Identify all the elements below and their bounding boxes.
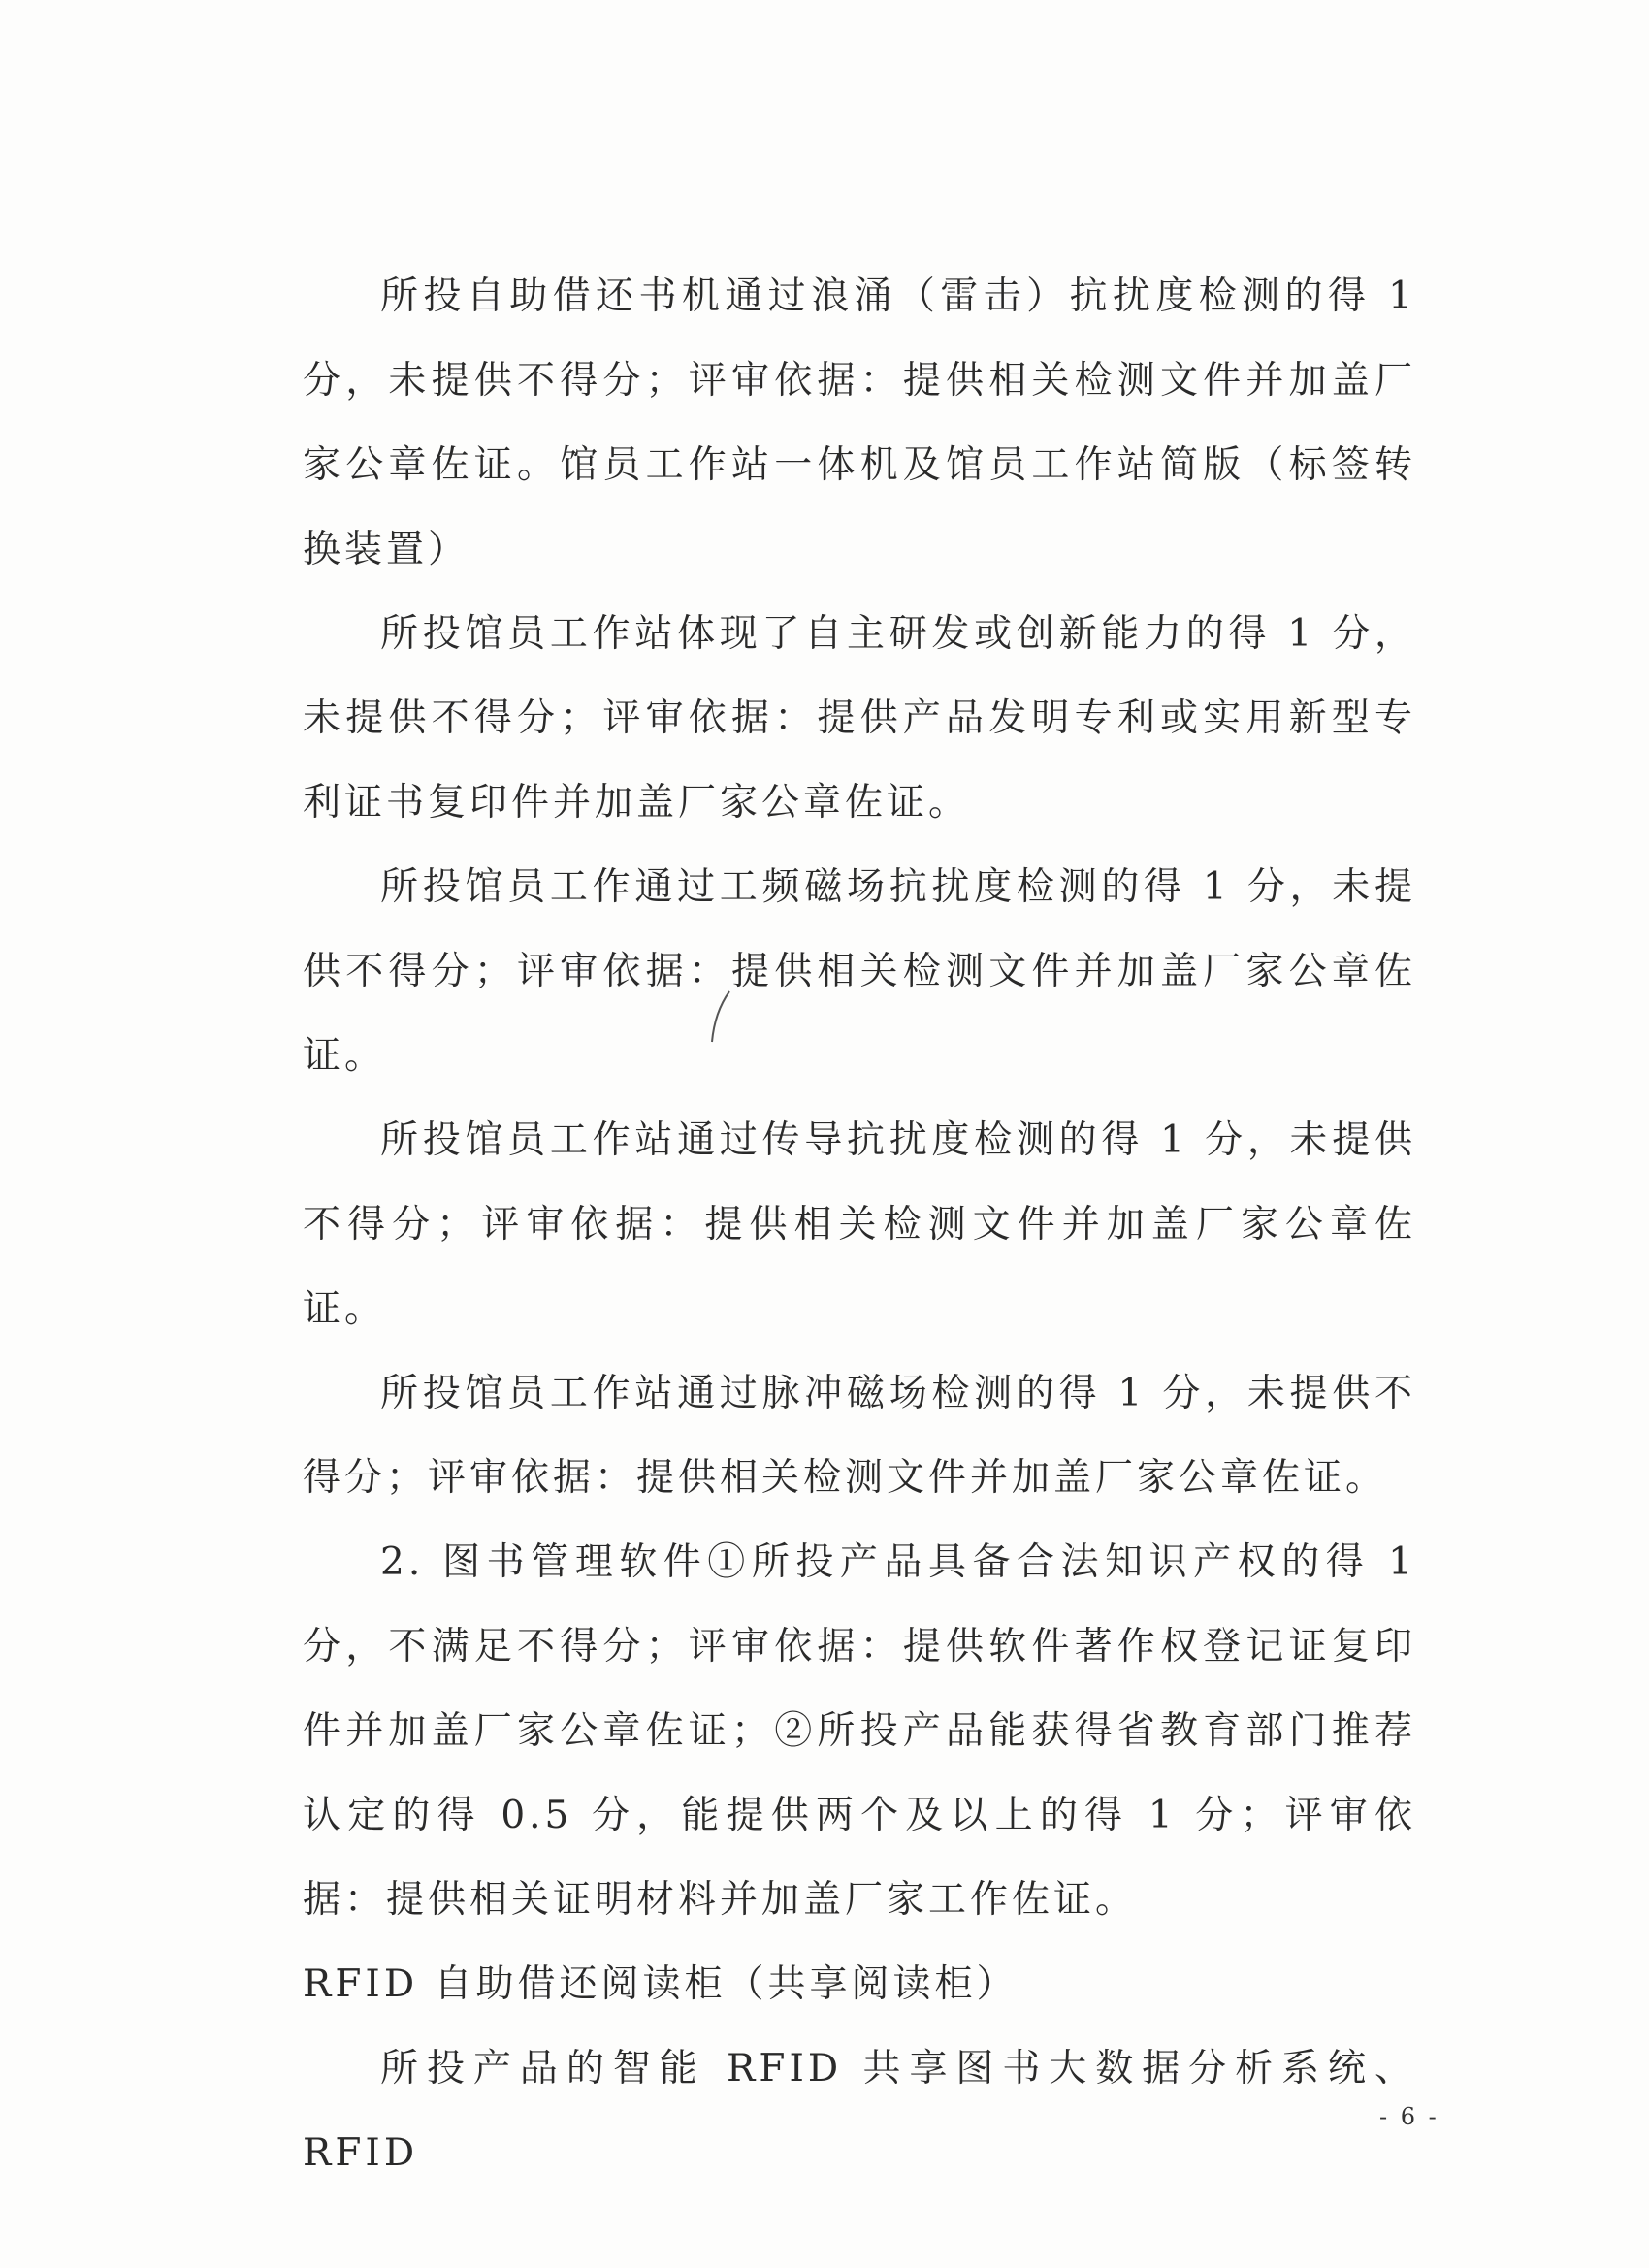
paragraph-pulse-magnetic: 所投馆员工作站通过脉冲磁场检测的得 1 分，未提供不得分；评审依据：提供相关检测文件并加盖厂家公章佐证。 bbox=[303, 1372, 1416, 1500]
paragraph-power-frequency-magnetic: 所投馆员工作通过工频磁场抗扰度检测的得 1 分，未提供不得分；评审依据：提供相关检测文件并加盖厂家公章佐证。 bbox=[303, 865, 1416, 1078]
paragraph-surge-test: 所投自助借还书机通过浪涌（雷击）抗扰度检测的得 1 分，未提供不得分；评审依据：提供相关检测文件并加盖厂家公章佐证。馆员工作站一体机及馆员工作站简版（标签转换装置） bbox=[303, 275, 1416, 571]
paragraph-innovation: 所投馆员工作站体现了自主研发或创新能力的得 1 分，未提供不得分；评审依据：提供产品发明专利或实用新型专利证书复印件并加盖厂家公章佐证。 bbox=[303, 612, 1416, 825]
section-heading-rfid-cabinet: RFID 自助借还阅读柜（共享阅读柜） bbox=[303, 1962, 1018, 2006]
paragraph-conducted-immunity: 所投馆员工作站通过传导抗扰度检测的得 1 分，未提供不得分；评审依据：提供相关检测文件并加盖厂家公章佐证。 bbox=[303, 1118, 1416, 1331]
page-number: - 6 - bbox=[1379, 2103, 1439, 2130]
paragraph-library-software: 2. 图书管理软件①所投产品具备合法知识产权的得 1 分，不满足不得分；评审依据：提供软件著作权登记证复印件并加盖厂家公章佐证；②所投产品能获得省教育部门推荐认定的得 0.5 分，能提供两个及以上的得 1 分；评审依据：提供相关证明材料并加盖厂家工作佐证。 bbox=[303, 1540, 1416, 1922]
document-body bbox=[303, 254, 1416, 2195]
paragraph-rfid-analysis: 所投产品的智能 RFID 共享图书大数据分析系统、RFID bbox=[303, 2047, 1416, 2175]
pen-stroke-mark bbox=[698, 988, 737, 1046]
